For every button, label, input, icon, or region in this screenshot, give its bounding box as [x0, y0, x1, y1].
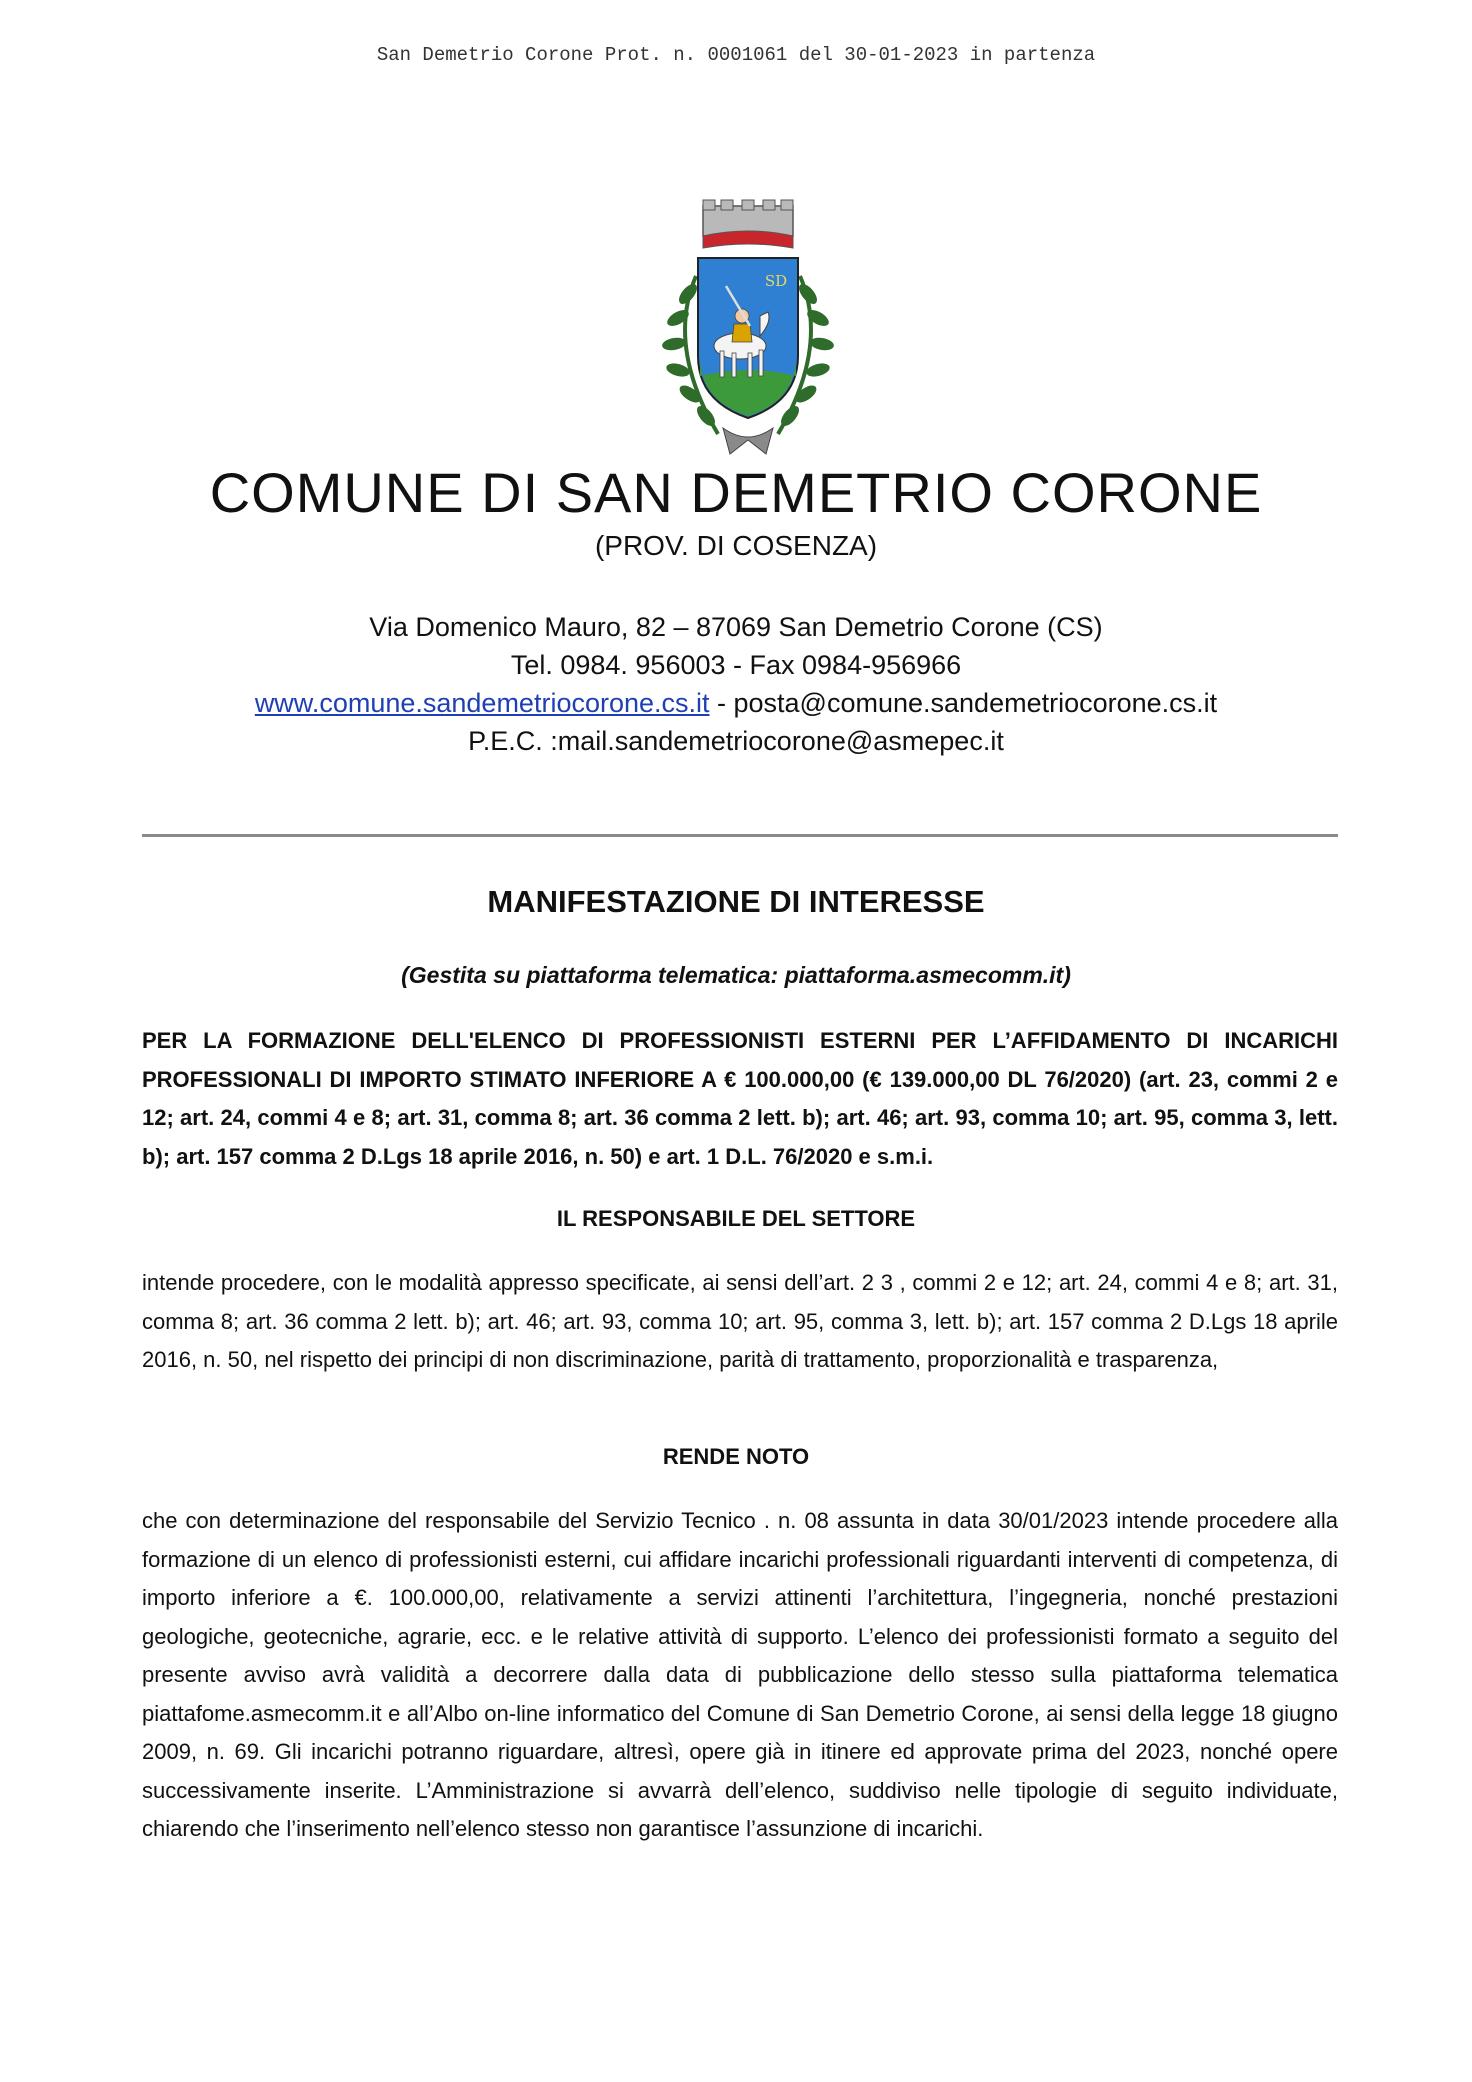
pec-line: P.E.C. :mail.sandemetriocorone@asmepec.it [468, 726, 1004, 756]
document-title: MANIFESTAZIONE DI INTERESSE [487, 884, 985, 919]
body-paragraph: che con determinazione del responsabile del Servizio Tecnico . n. 08 assunta in data 30/01/2023 intende procedere alla formazione di un elenco di professionisti esterni, cui affidare incarichi professionali riguardanti interventi di competenza, di importo inferiore a €. 100.000,00, relativamente a servizi attinenti l’architettura, l’ingegneria, nonché prestazioni geologiche, geotecniche, agrarie, ecc. e le relative attività di supporto. L’elenco dei professionisti formato a seguito del presente avviso avrà validità a decorrere dalla data di pubblicazione dello stesso sulla piattaforma telematica piattafome.asmecomm.it e all’Albo on-line informatico del Comune di San Demetrio Corone, ai sensi della legge 18 giugno 2009, n. 69. Gli incarichi potranno riguardare, altresì, opere già in itinere ed approvate prima del 2023, nonché opere successivamente inserite. L’Amministrazione si avvarrà dell’elenco, suddiviso nelle tipologie di seguito individuate, chiarendo che l’inserimento nell’elenco stesso non garantisce l’assunzione di incarichi. [142, 1508, 1338, 1841]
shield-icon [698, 258, 798, 418]
header-divider [142, 834, 1338, 837]
address-line: Via Domenico Mauro, 82 – 87069 San Demetrio Corone (CS) [369, 612, 1103, 642]
phone-fax-line: Tel. 0984. 956003 - Fax 0984-956966 [510, 650, 962, 680]
subject-paragraph: PER LA FORMAZIONE DELL'ELENCO DI PROFESSIONISTI ESTERNI PER L’AFFIDAMENTO DI INCARICHI PROFESSIONALI DI IMPORTO STIMATO INFERIORE A € 100.000,00 (€ 139.000,00 DL 76/2020) (art. 23, commi 2 e 12; art. 24, commi 4 e 8; art. 31, comma 8; art. 36 comma 2 lett. b); art. 46; art. 93, comma 10; art. 95, comma 3, lett. b); art. 157 comma 2 D.Lgs 18 aprile 2016, n. 50) e art. 1 D.L. 76/2020 e s.m.i. [142, 1028, 1338, 1169]
crown-icon [703, 200, 793, 248]
email-address: - posta@comune.sandemetriocorone.cs.it [709, 688, 1218, 718]
province-label: (PROV. DI COSENZA) [594, 530, 878, 561]
platform-note: (Gestita su piattaforma telematica: piattaforma.asmecomm.it) [401, 962, 1071, 988]
municipality-name: COMUNE DI SAN DEMETRIO CORONE [209, 461, 1263, 524]
municipal-crest [648, 196, 848, 458]
svg-text:SD: SD [764, 272, 788, 290]
heading-responsabile: IL RESPONSABILE DEL SETTORE [556, 1206, 916, 1231]
protocol-stamp: San Demetrio Corone Prot. n. 0001061 del 30-01-2023 in partenza [376, 44, 1096, 66]
web-email-line [0, 684, 1472, 722]
contact-block [0, 608, 1472, 760]
intro-paragraph: intende procedere, con le modalità appresso specificate, ai sensi dell’art. 2 3 , commi 2 e 12; art. 24, commi 4 e 8; art. 31, comma 8; art. 36 comma 2 lett. b); art. 46; art. 93, comma 10; art. 95, comma 3, lett. b); art. 157 comma 2 D.Lgs 18 aprile 2016, n. 50, nel rispetto dei principi di non discriminazione, parità di trattamento, proporzionalità e trasparenza, [142, 1270, 1338, 1372]
ribbon-icon [723, 428, 773, 454]
heading-rende-noto: RENDE NOTO [662, 1444, 810, 1469]
website-link[interactable]: www.comune.sandemetriocorone.cs.it [254, 688, 710, 718]
